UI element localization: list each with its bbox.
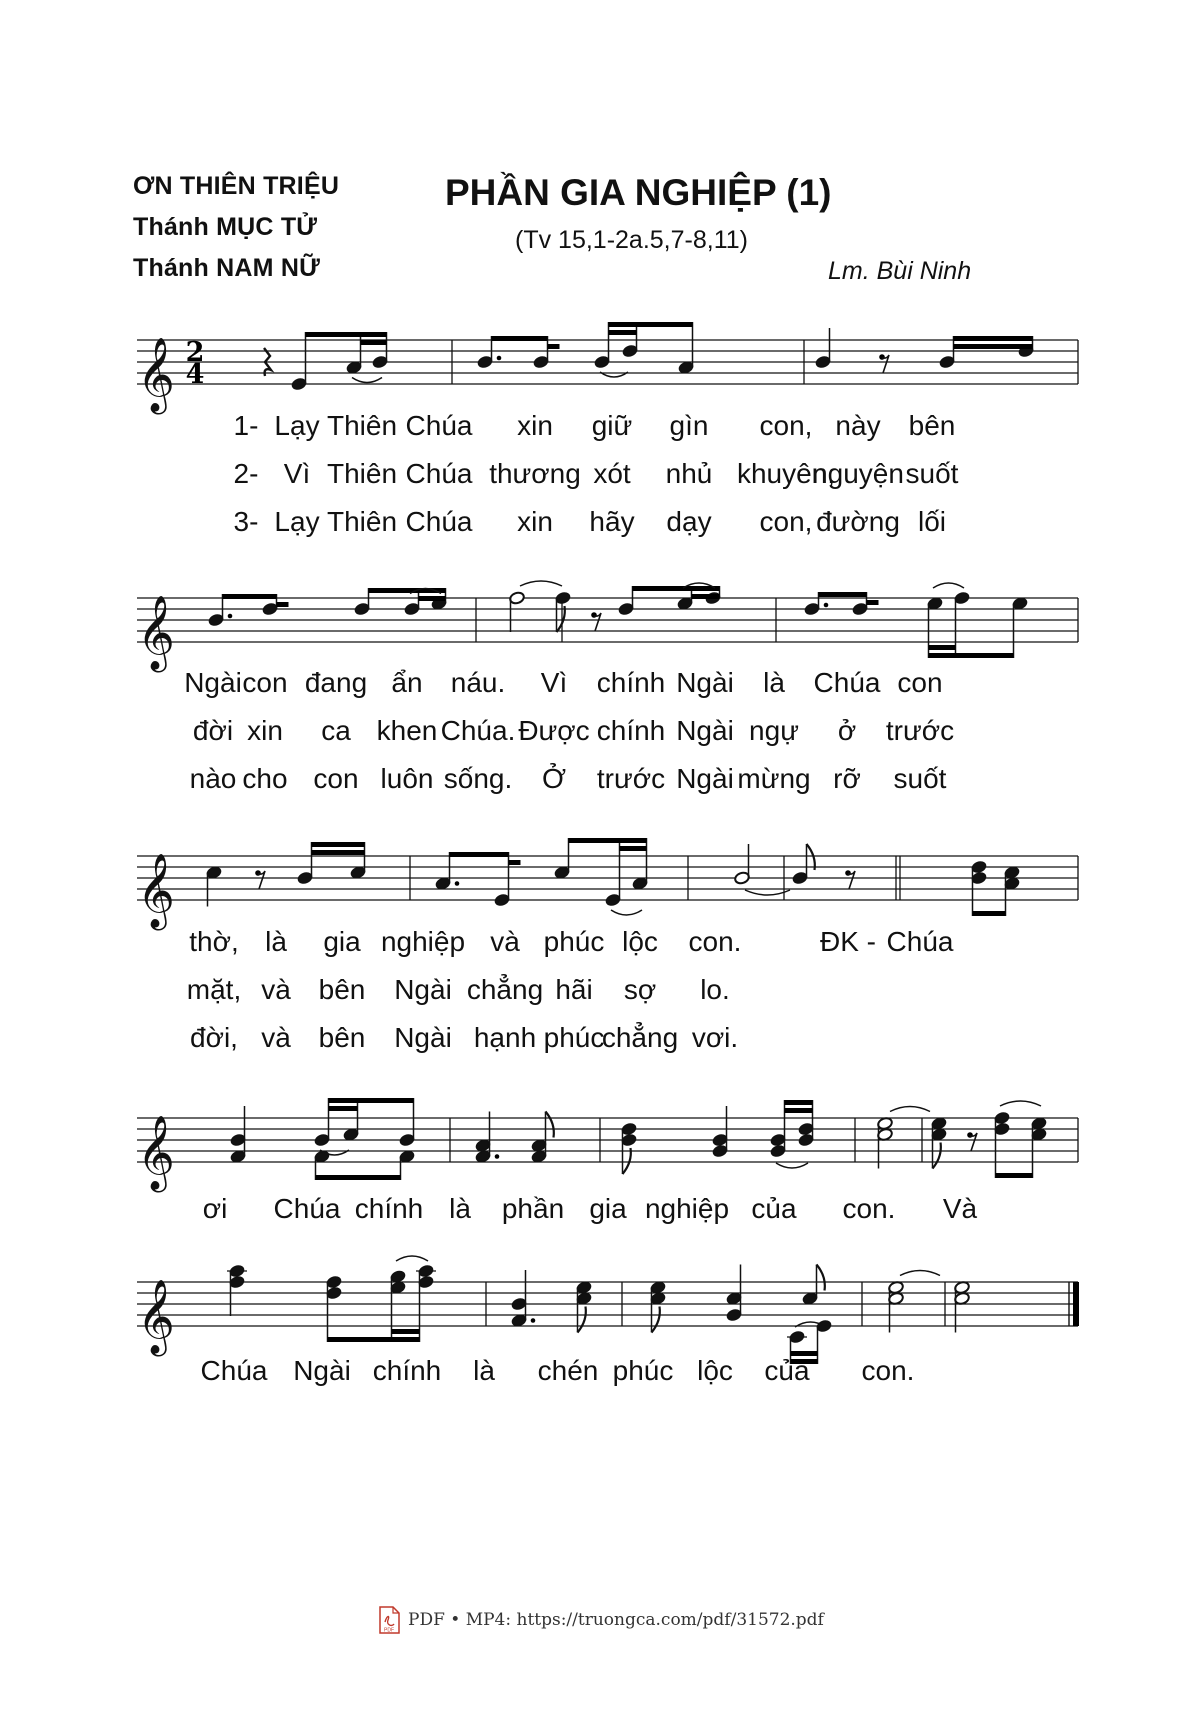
note-beam xyxy=(312,850,365,855)
lyric-syllable: Chúa xyxy=(273,1193,341,1224)
lyric-syllable: Chúa xyxy=(405,506,473,537)
note-beam xyxy=(633,586,720,591)
note-flag xyxy=(557,606,565,632)
note-beam xyxy=(548,344,560,349)
note-beam xyxy=(929,653,1014,658)
lyric-syllable: xin xyxy=(517,506,553,537)
slur xyxy=(776,1163,808,1168)
lyric-syllable: này xyxy=(835,410,881,441)
lyric-syllable: Ngài xyxy=(676,763,734,794)
eighth-rest xyxy=(882,355,889,373)
note-beam xyxy=(277,602,289,607)
lyric-line-s2-v3 xyxy=(0,763,1200,803)
augmentation-dot xyxy=(455,881,460,886)
note-beam xyxy=(973,911,1006,916)
lyric-line-s2-v2 xyxy=(0,715,1200,755)
lyric-syllable: và xyxy=(490,926,520,957)
occasion-line-2: Thánh MỤC TỬ xyxy=(133,213,318,241)
lyric-line-s4-v1 xyxy=(0,1193,1200,1233)
staff-system-5 xyxy=(0,1252,1200,1352)
lyric-syllable: chính xyxy=(372,1355,442,1386)
lyric-syllable: nghiệp xyxy=(380,926,466,957)
lyric-syllable: khuyên, xyxy=(736,458,836,489)
lyric-syllable: nghiệp xyxy=(644,1193,730,1224)
slur xyxy=(352,378,382,383)
note-beam xyxy=(306,332,387,337)
lyric-syllable: 2- xyxy=(233,458,259,489)
lyric-line-s1-v1 xyxy=(0,410,1200,450)
lyric-syllable: con xyxy=(313,763,359,794)
lyric-syllable: nào xyxy=(189,763,237,794)
lyric-syllable: đời xyxy=(192,715,234,746)
lyric-syllable: và xyxy=(261,1022,291,1053)
lyric-syllable: ở xyxy=(837,715,857,746)
occasion-line-1: ƠN THIÊN TRIỆU xyxy=(133,172,340,200)
note-beam xyxy=(312,842,365,847)
note-flag xyxy=(578,1307,586,1333)
eighth-rest xyxy=(258,871,265,889)
lyric-syllable: trước xyxy=(596,763,666,794)
note-beam xyxy=(223,594,277,599)
lyric-line-s5-v1 xyxy=(0,1355,1200,1395)
lyric-syllable: giữ xyxy=(591,410,633,441)
note-flag xyxy=(623,1148,631,1174)
note-beam xyxy=(392,1329,420,1334)
eighth-rest xyxy=(848,871,855,889)
lyric-syllable: chính xyxy=(354,1193,424,1224)
note-beam xyxy=(785,1108,813,1113)
pdf-icon-caption: PDF xyxy=(384,1627,394,1634)
lyric-syllable: gìn xyxy=(669,410,709,441)
lyric-syllable: phúc xyxy=(612,1355,674,1386)
lyric-syllable: Lạy xyxy=(274,410,320,441)
lyric-syllable: bên xyxy=(318,974,366,1005)
lyric-syllable: sợ xyxy=(623,974,657,1005)
lyric-syllable: rỡ xyxy=(833,763,861,794)
lyric-syllable: đang xyxy=(304,667,368,698)
pdf-icon[interactable] xyxy=(378,1606,400,1634)
treble-clef: 𝄞 xyxy=(137,1116,175,1190)
note-beam xyxy=(316,1175,401,1180)
lyric-syllable: ngự xyxy=(749,715,799,746)
note-beam xyxy=(819,592,867,597)
lyric-syllable: Chúa xyxy=(405,458,473,489)
note-flag xyxy=(546,1112,554,1138)
note-beam xyxy=(620,846,647,851)
note-beam xyxy=(361,340,387,345)
composer: Lm. Bùi Ninh xyxy=(828,257,972,285)
note-beam xyxy=(450,852,509,857)
lyric-syllable: Ở xyxy=(541,763,567,794)
lyric-syllable: Ngài xyxy=(676,667,734,698)
lyric-syllable: gia xyxy=(589,1193,627,1224)
lyric-syllable: của xyxy=(764,1355,810,1386)
lyric-syllable: Thiên xyxy=(326,410,398,441)
lyric-line-s3-v2 xyxy=(0,974,1200,1014)
lyric-syllable: hạnh xyxy=(473,1022,537,1053)
lyric-syllable: chẳng xyxy=(466,974,544,1005)
augmentation-dot xyxy=(824,603,829,608)
lyric-syllable: vơi. xyxy=(691,1022,739,1053)
time-signature-denominator: 4 xyxy=(185,359,205,390)
lyric-syllable: con. xyxy=(842,1193,896,1224)
lyric-syllable: lộc xyxy=(697,1355,733,1386)
footer xyxy=(378,1603,824,1637)
footer-link-text[interactable]: PDF • MP4: https://truongca.com/pdf/31572.pdf xyxy=(408,1610,824,1630)
note-beam xyxy=(329,1098,414,1103)
note-beam xyxy=(329,1106,358,1111)
lyric-syllable: xin xyxy=(517,410,553,441)
lyric-syllable: của xyxy=(751,1193,797,1224)
lyric-syllable: chẳng xyxy=(601,1022,679,1053)
slur xyxy=(900,1271,940,1276)
augmentation-dot xyxy=(495,1154,500,1159)
slur xyxy=(890,1107,930,1112)
lyric-syllable: thờ, xyxy=(189,926,239,957)
lyric-syllable: ẩn xyxy=(391,667,423,698)
treble-clef: 𝄞 xyxy=(137,596,175,670)
lyric-syllable: ĐK - xyxy=(820,926,876,957)
lyric-syllable: đời, xyxy=(190,1022,238,1053)
note-beam xyxy=(328,1337,420,1342)
song-title: PHẦN GIA NGHIỆP (1) xyxy=(445,172,832,213)
lyric-syllable: bên xyxy=(318,1022,366,1053)
note-beam xyxy=(954,344,1033,349)
lyric-syllable: là xyxy=(265,926,287,957)
note-flag xyxy=(807,844,815,870)
lyric-syllable: Chúa xyxy=(405,410,473,441)
lyric-syllable: con, xyxy=(759,410,813,441)
note-beam xyxy=(492,336,548,341)
note-flag xyxy=(652,1307,660,1333)
lyric-syllable: Lạy xyxy=(274,506,320,537)
eighth-rest xyxy=(970,1133,977,1151)
note-beam xyxy=(609,330,637,335)
lyric-syllable: xót xyxy=(593,458,631,489)
time-signature-numerator: 2 xyxy=(185,337,205,368)
lyric-syllable: hãy xyxy=(589,506,635,537)
lyric-syllable: nhủ xyxy=(665,458,713,489)
lyric-syllable: dạy xyxy=(666,506,712,537)
slur xyxy=(745,890,790,895)
note-beam xyxy=(954,336,1033,341)
note-beam xyxy=(419,596,446,601)
lyric-line-s2-v1 xyxy=(0,667,1200,707)
lyric-syllable: sống. xyxy=(443,763,513,794)
lyric-syllable: là xyxy=(763,667,785,698)
slur xyxy=(520,581,562,586)
lyric-syllable: hãi xyxy=(555,974,593,1005)
note-flag xyxy=(933,1143,941,1169)
occasion-line-3: Thánh NAM NỮ xyxy=(133,254,321,282)
lyric-syllable: con xyxy=(242,667,288,698)
slur xyxy=(1000,1101,1041,1106)
treble-clef: 𝄞 xyxy=(137,854,175,928)
lyric-syllable: là xyxy=(449,1193,471,1224)
lyric-syllable: Ngài xyxy=(394,1022,452,1053)
lyric-line-s3-v3 xyxy=(0,1022,1200,1062)
lyric-syllable: Chúa. xyxy=(440,715,516,746)
psalm-reference: (Tv 15,1-2a.5,7-8,11) xyxy=(515,226,748,254)
note-beam xyxy=(785,1100,813,1105)
lyric-syllable: phúc xyxy=(543,926,605,957)
lyric-syllable: phúc xyxy=(543,1022,605,1053)
lyric-syllable: Vì xyxy=(540,667,568,698)
lyric-syllable: phần xyxy=(501,1193,565,1224)
lyric-syllable: thương xyxy=(489,458,581,489)
lyric-syllable: Ngài xyxy=(394,974,452,1005)
lyric-syllable: Chúa xyxy=(200,1355,268,1386)
lyric-syllable: Chúa xyxy=(813,667,881,698)
staff-system-4 xyxy=(0,1088,1200,1188)
augmentation-dot xyxy=(497,356,502,361)
staff-system-3 xyxy=(0,826,1200,926)
lyric-syllable: con. xyxy=(861,1355,915,1386)
lyric-syllable: Thiên xyxy=(326,506,398,537)
lyric-syllable: mừng xyxy=(737,763,811,794)
note-flag xyxy=(817,1265,825,1291)
lyric-syllable: Ngài xyxy=(184,667,242,698)
lyric-line-s1-v3 xyxy=(0,506,1200,546)
lyric-syllable: ca xyxy=(321,715,351,746)
augmentation-dot xyxy=(531,1318,536,1323)
eighth-rest xyxy=(594,613,601,631)
lyric-syllable: Được xyxy=(518,715,590,746)
lyric-syllable: nguyện xyxy=(812,458,904,489)
note-beam xyxy=(569,838,647,843)
slur xyxy=(396,1256,428,1261)
lyric-syllable: Và xyxy=(942,1193,978,1224)
lyric-syllable: Chúa xyxy=(886,926,954,957)
note-beam xyxy=(509,860,521,865)
treble-clef: 𝄞 xyxy=(137,1280,175,1354)
lyric-syllable: Ngài xyxy=(676,715,734,746)
slur xyxy=(611,910,642,915)
slur xyxy=(933,583,964,588)
lyric-syllable: đường xyxy=(816,506,900,537)
lyric-syllable: con. xyxy=(688,926,742,957)
note-beam xyxy=(609,322,693,327)
lyric-line-s3-v1 xyxy=(0,926,1200,966)
lyric-syllable: gia xyxy=(323,926,361,957)
lyric-syllable: 1- xyxy=(233,410,259,441)
lyric-syllable: lối xyxy=(917,506,947,537)
lyric-syllable: suốt xyxy=(905,458,959,489)
staff-system-1 xyxy=(0,310,1200,410)
note-beam xyxy=(692,594,720,599)
lyric-syllable: cho xyxy=(242,763,288,794)
lyric-syllable: chính xyxy=(596,715,666,746)
lyric-syllable: Ngài xyxy=(293,1355,351,1386)
lyric-syllable: con, xyxy=(759,506,813,537)
note-beam xyxy=(996,1173,1033,1178)
note-beam xyxy=(867,600,879,605)
lyric-syllable: Vì xyxy=(283,458,311,489)
final-barline xyxy=(1073,1282,1079,1326)
lyric-syllable: con xyxy=(897,667,943,698)
treble-clef: 𝄞 xyxy=(137,338,175,412)
lyric-syllable: Thiên xyxy=(326,458,398,489)
staff-system-2 xyxy=(0,568,1200,668)
lyric-syllable: suốt xyxy=(893,763,947,794)
lyric-syllable: và xyxy=(261,974,291,1005)
lyric-syllable: náu. xyxy=(450,667,506,698)
lyric-syllable: bên xyxy=(908,410,956,441)
lyric-syllable: 3- xyxy=(233,506,259,537)
lyric-syllable: xin xyxy=(247,715,283,746)
lyric-syllable: mặt, xyxy=(186,974,242,1005)
lyric-syllable: chén xyxy=(537,1355,599,1386)
lyric-syllable: khen xyxy=(376,715,438,746)
lyric-syllable: lộc xyxy=(622,926,658,957)
lyric-syllable: trước xyxy=(885,715,955,746)
lyric-syllable: chính xyxy=(596,667,666,698)
note-beam xyxy=(929,645,956,650)
lyric-syllable: lo. xyxy=(700,974,730,1005)
lyric-syllable: là xyxy=(473,1355,495,1386)
lyric-line-s1-v2 xyxy=(0,458,1200,498)
augmentation-dot xyxy=(228,614,233,619)
lyric-syllable: ơi xyxy=(202,1193,228,1224)
lyric-syllable: luôn xyxy=(380,763,434,794)
